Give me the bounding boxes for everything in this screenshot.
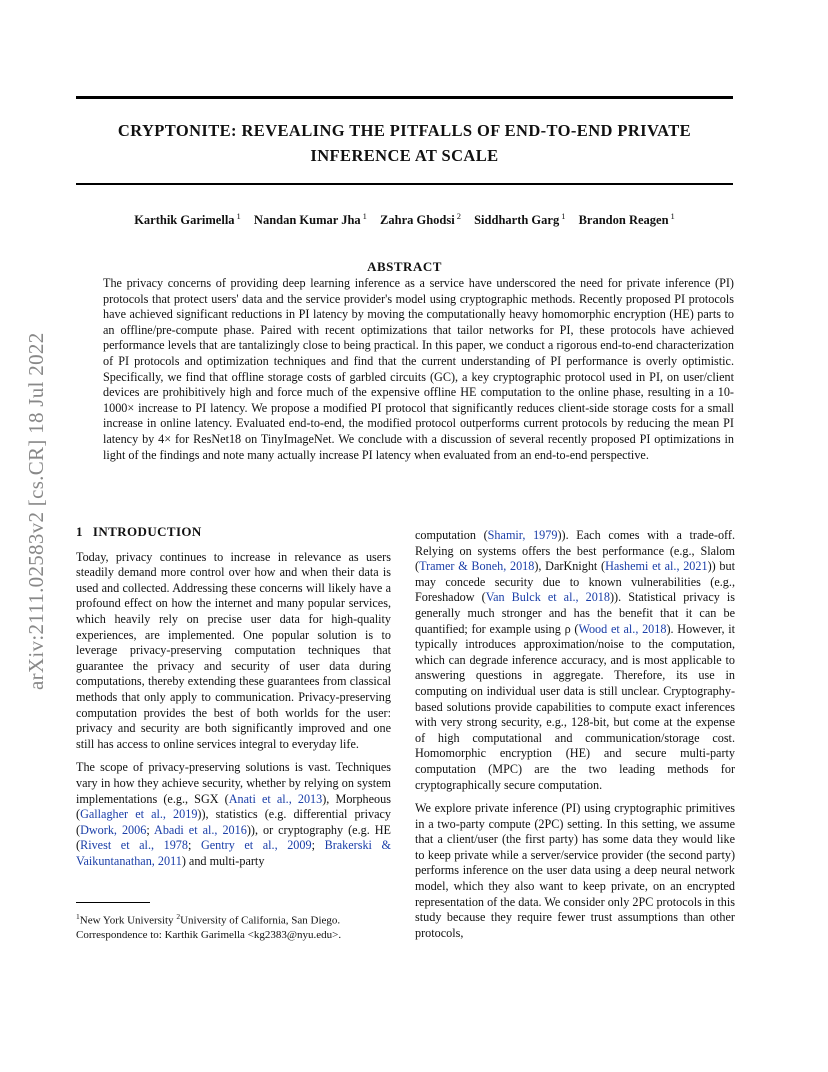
footnote-marker: 2	[176, 912, 181, 921]
citation-link[interactable]: Brakerski & Vaikuntanathan, 2011	[76, 838, 391, 868]
citation-link[interactable]: Hashemi et al., 2021	[605, 559, 708, 574]
paragraph	[415, 528, 735, 793]
right-column	[415, 528, 735, 949]
left-column	[76, 524, 391, 877]
author-affiliation: 1	[236, 211, 241, 221]
text-run: computation (	[415, 528, 488, 542]
footnote-rule	[76, 902, 150, 903]
paragraph	[76, 760, 391, 869]
author-name: Brandon Reagen	[578, 213, 669, 228]
author-name: Zahra Ghodsi	[380, 213, 455, 228]
footnote-affiliations	[76, 910, 394, 928]
citation-link[interactable]: Gallagher et al., 2019	[80, 807, 198, 822]
author-affiliation: 1	[670, 211, 675, 221]
text-run: ), DarKnight (	[534, 559, 606, 574]
title-line-2: INFERENCE AT SCALE	[310, 146, 499, 165]
text-run: ). However, it typically introduces approximation/noise to the computation, which can degrade inference accuracy, and is most applicable to answering questions in aggregate. Therefore, its use in computing on individual user data is still unclear. Cryptography-based solutions provide capabilities to compute exact inferences with very strong security, e.g., 128-bit, but come at the expense of high computational and communication/storage cost. Homomorphic encryption (HE) and secure multi-party computation (MPC) are the two leading methods for cryptographically secure computation.	[415, 621, 736, 792]
citation-link[interactable]: Tramer & Boneh, 2018	[419, 559, 535, 574]
abstract-heading: ABSTRACT	[367, 259, 442, 274]
text-run: )). Statistical privacy is generally much stronger and has the benefit that it can be quantified; for example using ρ (	[415, 590, 736, 636]
citation-link[interactable]: Anati et al., 2013	[228, 791, 323, 806]
text-run: )). Each comes with a trade-off. Relying on systems offers the best performance (e.g., Slalom (	[415, 528, 736, 574]
section-heading	[76, 524, 391, 540]
text-run: The scope of privacy-preserving solutions is vast. Techniques vary in how they achieve security, whether by relying on system implementations (e.g., SGX (	[76, 760, 391, 806]
author-affiliation: 1	[362, 211, 367, 221]
arxiv-identifier: arXiv:2111.02583v2 [cs.CR] 18 Jul 2022	[24, 332, 48, 690]
title-bottom-rule	[76, 183, 733, 185]
author-affiliation: 1	[561, 211, 566, 221]
author-list	[76, 211, 733, 228]
paragraph: We explore private inference (PI) using cryptographic primitives in a two-party compute (2PC) setting. In this setting, we assume that a client/user (the first party) has some data they would like to keep private while a server/service provider (the second party) performs inference on the user data using a deep neural network model, which they also want to keep private, on an encrypted representation of the data. We consider only 2PC protocols in this study because they require fewer trust assumptions than other protocols,	[415, 801, 736, 940]
title-line-1: CRYPTONITE: REVEALING THE PITFALLS OF END-TO-END PRIVATE	[117, 121, 692, 140]
author	[380, 213, 461, 227]
section-title: INTRODUCTION	[92, 524, 202, 539]
text-run: ;	[311, 838, 325, 853]
author	[134, 213, 241, 227]
citation-link[interactable]: Gentry et al., 2009	[200, 838, 312, 853]
text-run: ) and multi-party	[181, 853, 265, 868]
citation-link[interactable]: Shamir, 1979	[487, 528, 558, 542]
footnote-marker: 1	[76, 912, 80, 921]
footnote	[76, 910, 394, 942]
text-run: )) but may concede security due to known vulnerabilities (e.g., Foreshadow (	[415, 559, 735, 605]
citation-link[interactable]: Wood et al., 2018	[578, 621, 667, 636]
text-run: )), statistics (e.g. differential privacy (	[76, 807, 392, 837]
text-run: ;	[146, 822, 155, 837]
author	[254, 213, 367, 227]
author	[579, 213, 675, 227]
abstract-text: The privacy concerns of providing deep learning inference as a service have underscored the need for private inference (PI) protocols that protect users' data and the service provider's model using cryptographic methods. Recently proposed PI protocols have achieved significant reductions in PI latency by moving the computationally heavy homomorphic encryption (HE) parts to an offline/pre-compute phase. Paired with recent optimizations that tailor networks for PI, these protocols have achieved performance levels that are tantalizingly close to being practical. In this paper, we conduct a rigorous end-to-end characterization of PI protocols and optimization techniques and find that the current understanding of PI performance is overly optimistic. Specifically, we find that offline storage costs of garbled circuits (GC), a key cryptographic protocol used in PI, on user/client devices are prohibitively high and force much of the expensive offline HE computation to the online phase, resulting in a 10-1000× increase to PI latency. We propose a modified PI protocol that significantly reduces client-side storage costs for a small increase in online latency. Evaluated end-to-end, the modified protocol outperforms current protocols by reducing the mean PI latency by 4× for ResNet18 on TinyImageNet. We conclude with a discussion of several recently proposed PI optimizations in light of the findings and note many actually increase PI latency when evaluated from an end-to-end perspective.	[103, 276, 734, 462]
citation-link[interactable]: Dwork, 2006	[80, 822, 147, 837]
author-name: Siddharth Garg	[474, 213, 560, 228]
author-affiliation: 2	[456, 211, 461, 221]
author-name: Nandan Kumar Jha	[253, 213, 361, 228]
title-top-rule	[76, 96, 733, 99]
citation-link[interactable]: Van Bulck et al., 2018	[485, 590, 610, 605]
citation-link[interactable]: Abadi et al., 2016	[154, 822, 247, 837]
citation-link[interactable]: Rivest et al., 1978	[80, 838, 188, 853]
text-run: New York University	[79, 914, 177, 927]
text-run: ;	[188, 838, 201, 853]
text-run: )), or cryptography (e.g. HE (	[76, 822, 391, 853]
section-number: 1	[76, 524, 83, 539]
text-run: University of California, San Diego.	[180, 914, 341, 927]
text-run: ), Morpheous (	[76, 791, 391, 822]
author	[474, 213, 565, 227]
footnote-correspondence: Correspondence to: Karthik Garimella <kg2383@nyu.edu>.	[76, 928, 342, 941]
paragraph: Today, privacy continues to increase in relevance as users steadily demand more control over how and when their data is used and collected. Addressing these concerns will likely have a profound effect on how the internet and many popular services, which heavily rely on precise user data for high-quality experiences, are implemented. One popular solution is to leverage privacy-preserving computation techniques that guarantee the privacy and security of user data during computations, thereby extending these guarantees from classical methods that only apply to communication. Privacy-preserving computation provides the best of both worlds for the user: privacy and security are both significantly improved and one still has access to online services integral to everyday life.	[76, 549, 391, 751]
paper-title	[76, 118, 733, 168]
author-name: Karthik Garimella	[134, 213, 235, 228]
